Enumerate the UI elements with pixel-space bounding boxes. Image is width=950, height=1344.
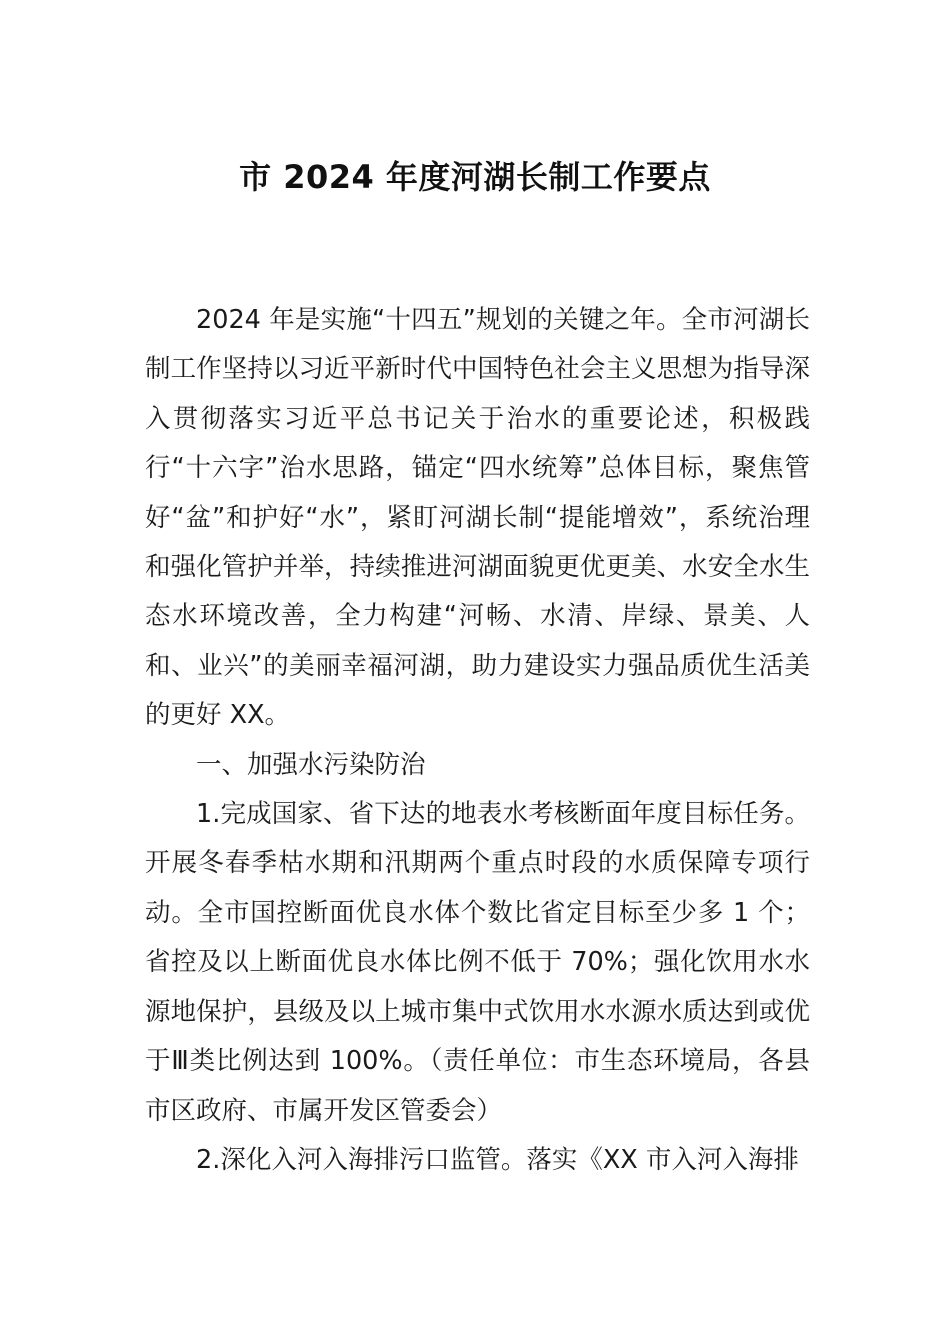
document-body [145,296,810,1185]
document-title: 市 2024 年度河湖长制工作要点 [239,158,711,196]
paragraph-intro: 2024 年是实施“十四五”规划的关键之年。全市河湖长制工作坚持以习近平新时代中国特色社会主义思想为指导深入贯彻落实习近平总书记关于治水的重要论述，积极践行“十六字”治水思路，锚定“四水统筹”总体目标，聚焦管好“盆”和护好“水”，紧盯河湖长制“提能增效”，系统治理和强化管护并举，持续推进河湖面貌更优更美、水安全水生态水环境改善，全力构建“河畅、水清、岸绿、景美、人和、业兴”的美丽幸福河湖，助力建设实力强品质优生活美的更好 XX。 [145,305,810,731]
paragraph-item-1: 1.完成国家、省下达的地表水考核断面年度目标任务。开展冬春季枯水期和汛期两个重点时段的水质保障专项行动。全市国控断面优良水体个数比省定目标至少多 1 个；省控及以上断面优良水体比例不低于 70%；强化饮用水水源地保护，县级及以上城市集中式饮用水水源水质达到或优于Ⅲ类比例达到 100%。（责任单位：市生态环境局，各县市区政府、市属开发区管委会） [145,799,810,1126]
paragraph-item-2: 2.深化入河入海排污口监管。落实《XX 市入河入海排 [196,1144,799,1175]
section-heading-water-pollution: 一、加强水污染防治 [196,749,426,780]
